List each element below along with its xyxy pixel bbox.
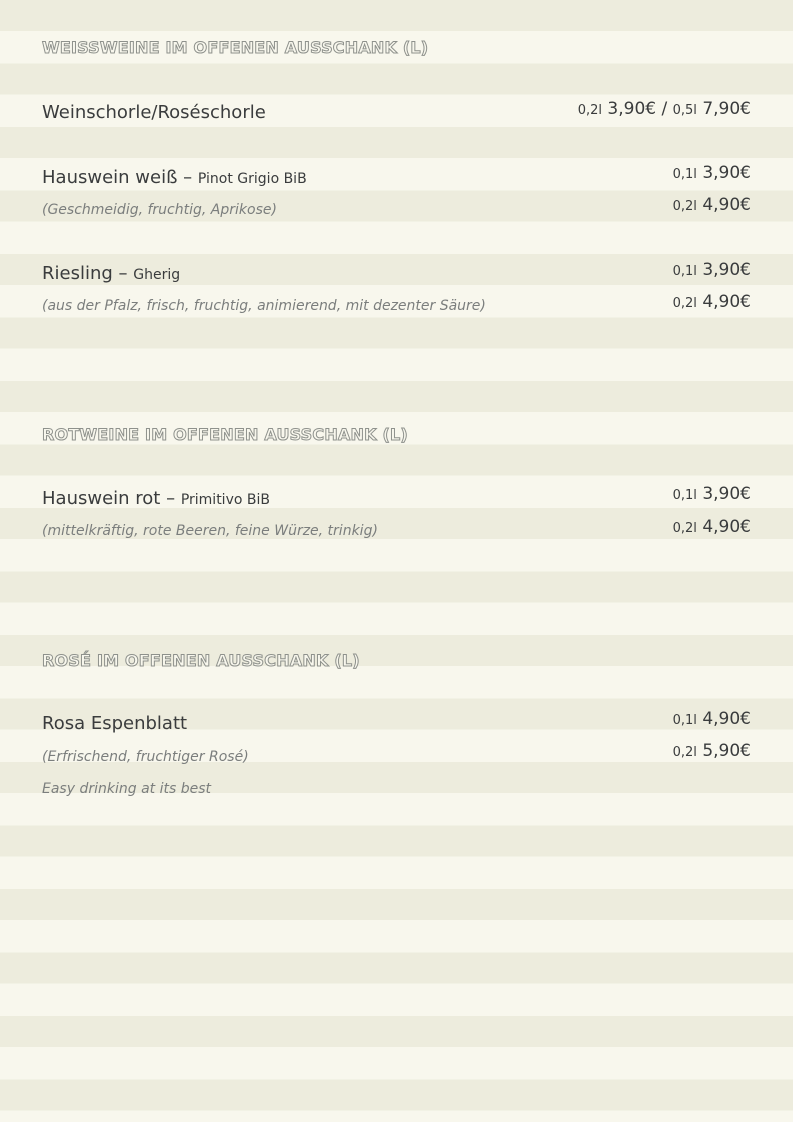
price-row-1 xyxy=(673,163,751,183)
price-amount: 3,90€ xyxy=(702,260,751,280)
section-heading-rose: ROSÉ IM OFFENEN AUSSCHANK (L) xyxy=(42,651,360,670)
price-amount: 4,90€ xyxy=(702,292,751,312)
wine-name-label: Hauswein weiß xyxy=(42,167,178,188)
price-volume: 0,2l xyxy=(672,199,697,214)
price-row-2 xyxy=(673,292,751,312)
price-row-2 xyxy=(673,195,751,215)
price-amount: 4,90€ xyxy=(702,517,751,537)
price-row-2 xyxy=(673,741,751,761)
price-amount: 4,90€ xyxy=(702,195,751,215)
price-amount: 7,90€ xyxy=(702,99,751,119)
price-amount: 5,90€ xyxy=(702,741,751,761)
price-volume: 0,2l xyxy=(577,103,602,118)
wine-name-rosa-espenblatt xyxy=(42,713,187,734)
wine-dash: – xyxy=(166,488,176,509)
wine-variety: Pinot Grigio BiB xyxy=(197,171,307,187)
wine-dash: – xyxy=(183,167,193,188)
price-volume: 0,1l xyxy=(672,488,697,503)
wine-name-hauswein-weiss xyxy=(42,167,307,188)
price-volume: 0,5l xyxy=(672,103,697,118)
wine-name-hauswein-rot xyxy=(42,488,270,509)
wine-name-label: Riesling xyxy=(42,263,113,284)
price-volume: 0,2l xyxy=(672,521,697,536)
wine-description: (mittelkräftig, rote Beeren, feine Würze, trinkig) xyxy=(42,523,378,539)
price-amount: 3,90€ xyxy=(702,484,751,504)
price-amount: 4,90€ xyxy=(702,709,751,729)
wine-note: Easy drinking at its best xyxy=(42,781,211,797)
wine-description: (Erfrischend, fruchtiger Rosé) xyxy=(42,749,249,765)
wine-name-weinschorle xyxy=(42,102,266,123)
price-row-1 xyxy=(673,260,751,280)
section-heading-weissweine: WEISSWEINE IM OFFENEN AUSSCHANK (L) xyxy=(42,38,429,57)
price-row-2 xyxy=(673,517,751,537)
price-weinschorle xyxy=(578,99,751,119)
price-amount: 3,90€ xyxy=(607,99,657,119)
wine-description: (aus der Pfalz, frisch, fruchtig, animierend, mit dezenter Säure) xyxy=(42,298,486,314)
price-volume: 0,2l xyxy=(672,296,697,311)
price-amount: 3,90€ xyxy=(702,163,751,183)
price-row-1 xyxy=(673,484,751,504)
wine-dash: – xyxy=(118,263,128,284)
price-row-1 xyxy=(673,709,751,729)
price-volume: 0,2l xyxy=(672,745,697,760)
wine-description: (Geschmeidig, fruchtig, Aprikose) xyxy=(42,202,277,218)
wine-name-label: Weinschorle/Roséschorle xyxy=(42,102,266,123)
wine-variety: Gherig xyxy=(133,267,181,283)
wine-name-label: Hauswein rot xyxy=(42,488,161,509)
wine-variety: Primitivo BiB xyxy=(180,492,270,508)
price-separator: / xyxy=(661,99,668,119)
price-volume: 0,1l xyxy=(672,167,697,182)
wine-name-riesling xyxy=(42,263,180,284)
price-volume: 0,1l xyxy=(672,713,697,728)
wine-name-label: Rosa Espenblatt xyxy=(42,713,188,734)
price-volume: 0,1l xyxy=(672,264,697,279)
section-heading-rotweine: ROTWEINE IM OFFENEN AUSSCHANK (L) xyxy=(42,425,408,444)
